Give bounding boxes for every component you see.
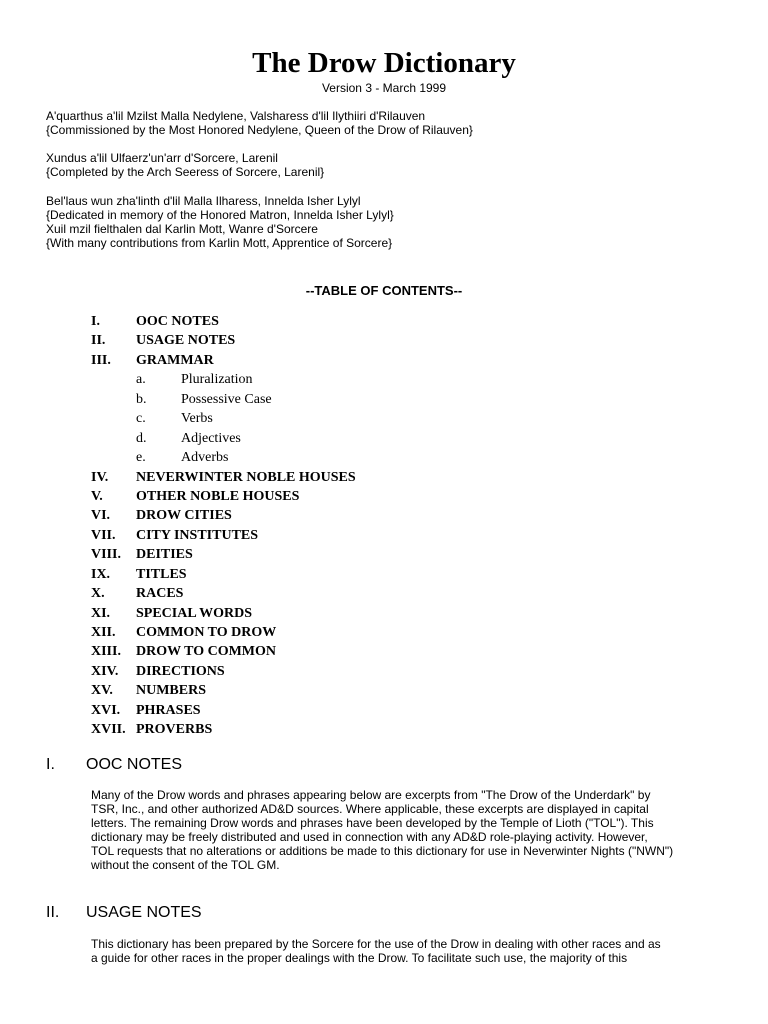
toc-label: DROW CITIES	[136, 508, 232, 524]
body-line: This dictionary has been prepared by the Sorcere for the use of the Drow in dealing with other races and as	[91, 937, 661, 951]
toc-number: VIII.	[91, 547, 121, 563]
toc-label: OTHER NOBLE HOUSES	[136, 488, 300, 504]
section-title: USAGE NOTES	[86, 904, 202, 921]
intro-line: {Dedicated in memory of the Honored Matron, Innelda Isher Lylyl}	[46, 208, 394, 222]
toc-item	[0, 526, 768, 545]
toc-letter: b.	[136, 391, 147, 407]
toc-sublabel: Adjectives	[181, 430, 241, 446]
toc-label: DROW TO COMMON	[136, 644, 277, 660]
toc-number: XIII.	[91, 644, 121, 660]
toc-number: V.	[91, 488, 103, 504]
toc-number: I.	[91, 314, 100, 329]
document-version: Version 3 - March 1999	[321, 81, 447, 95]
body-line: dictionary may be freely distributed and used in connection with any AD&D role-playing activity. However,	[91, 830, 648, 844]
toc-item	[0, 468, 768, 487]
toc-label: RACES	[136, 586, 184, 602]
toc-item	[0, 312, 768, 331]
toc-number: VII.	[91, 527, 116, 543]
toc-letter: c.	[136, 411, 146, 427]
toc-label: TITLES	[136, 566, 187, 582]
dedication-block-1	[46, 109, 736, 137]
toc-label: PROVERBS	[136, 722, 213, 738]
toc-letter: d.	[136, 430, 147, 446]
toc-letter: a.	[136, 372, 146, 388]
toc-number: III.	[91, 352, 111, 368]
toc-label: NUMBERS	[136, 683, 207, 699]
intro-line: {With many contributions from Karlin Mott, Apprentice of Sorcere}	[46, 236, 393, 250]
toc-item	[0, 565, 768, 584]
toc-label: CITY INSTITUTES	[136, 527, 259, 543]
toc-item	[0, 351, 768, 370]
toc-sublabel: Verbs	[181, 411, 213, 427]
toc-subitem	[0, 429, 768, 448]
toc-label: USAGE NOTES	[136, 333, 236, 349]
section-body-ooc-notes	[91, 788, 731, 872]
toc-item	[0, 623, 768, 642]
dedication-block-2	[46, 151, 736, 179]
toc-item	[0, 506, 768, 525]
toc-sublabel: Possessive Case	[181, 391, 272, 407]
toc-heading: --TABLE OF CONTENTS--	[305, 283, 463, 298]
toc-item	[0, 701, 768, 720]
intro-line: {Completed by the Arch Seeress of Sorcere, Larenil}	[46, 165, 325, 179]
toc-number: XV.	[91, 683, 113, 699]
body-line: a guide for other races in the proper dealings with the Drow. To facilitate such use, the majority of this	[91, 951, 628, 965]
intro-line: Xundus a'lil Ulfaerz'un'arr d'Sorcere, Larenil	[46, 151, 278, 165]
table-of-contents	[0, 312, 768, 740]
toc-label: DEITIES	[136, 547, 193, 563]
toc-label: PHRASES	[136, 702, 201, 718]
toc-sublabel: Pluralization	[181, 372, 253, 388]
toc-number: XI.	[91, 605, 111, 621]
toc-item	[0, 584, 768, 603]
toc-item	[0, 681, 768, 700]
body-line: TOL requests that no alterations or additions be made to this dictionary for use in Neverwinter Nights ("NWN")	[91, 844, 674, 858]
toc-item	[0, 604, 768, 623]
toc-item	[0, 545, 768, 564]
toc-letter: e.	[136, 450, 146, 466]
body-line: Many of the Drow words and phrases appearing below are excerpts from "The Drow of the Underdark" by	[91, 788, 651, 802]
intro-line: A'quarthus a'lil Mzilst Malla Nedylene, Valsharess d'lil Ilythiiri d'Rilauven	[46, 109, 426, 123]
section-title: OOC NOTES	[86, 756, 183, 773]
body-line: without the consent of the TOL GM.	[91, 858, 280, 872]
toc-label: GRAMMAR	[136, 352, 214, 368]
toc-item	[0, 331, 768, 350]
toc-item	[0, 720, 768, 739]
toc-subitem	[0, 370, 768, 389]
toc-number: IX.	[91, 566, 111, 582]
intro-line: {Commissioned by the Most Honored Nedylene, Queen of the Drow of Rilauven}	[46, 123, 473, 137]
toc-sublabel: Adverbs	[181, 450, 229, 466]
toc-subitem	[0, 409, 768, 428]
dedication-block-3	[46, 194, 736, 250]
toc-number: II.	[91, 333, 106, 349]
section-body-usage-notes	[91, 937, 731, 965]
toc-subitem	[0, 448, 768, 467]
section-number: I.	[46, 756, 55, 773]
intro-line: Bel'laus wun zha'linth d'lil Malla Ilharess, Innelda Isher Lylyl	[46, 194, 361, 208]
toc-label: SPECIAL WORDS	[136, 605, 253, 621]
intro-line: Xuil mzil fielthalen dal Karlin Mott, Wanre d'Sorcere	[46, 222, 318, 236]
toc-label: COMMON TO DROW	[136, 625, 277, 640]
toc-number: XII.	[91, 625, 116, 640]
toc-number: XVII.	[91, 722, 126, 738]
toc-number: IV.	[91, 469, 109, 485]
toc-item	[0, 487, 768, 506]
toc-number: XIV.	[91, 663, 119, 679]
toc-number: VI.	[91, 508, 111, 524]
body-line: letters. The remaining Drow words and phrases have been developed by the Temple of Lioth ("TOL"). This	[91, 816, 654, 830]
document-title: The Drow Dictionary	[252, 47, 516, 79]
toc-label: DIRECTIONS	[136, 663, 225, 679]
toc-label: OOC NOTES	[136, 314, 219, 329]
body-line: TSR, Inc., and other authorized AD&D sources. Where applicable, these excerpts are displayed in capital	[91, 802, 649, 816]
toc-label: NEVERWINTER NOBLE HOUSES	[136, 469, 356, 485]
section-number: II.	[46, 904, 60, 921]
toc-item	[0, 662, 768, 681]
toc-subitem	[0, 390, 768, 409]
toc-number: XVI.	[91, 702, 121, 718]
toc-number: X.	[91, 586, 105, 602]
toc-item	[0, 642, 768, 661]
